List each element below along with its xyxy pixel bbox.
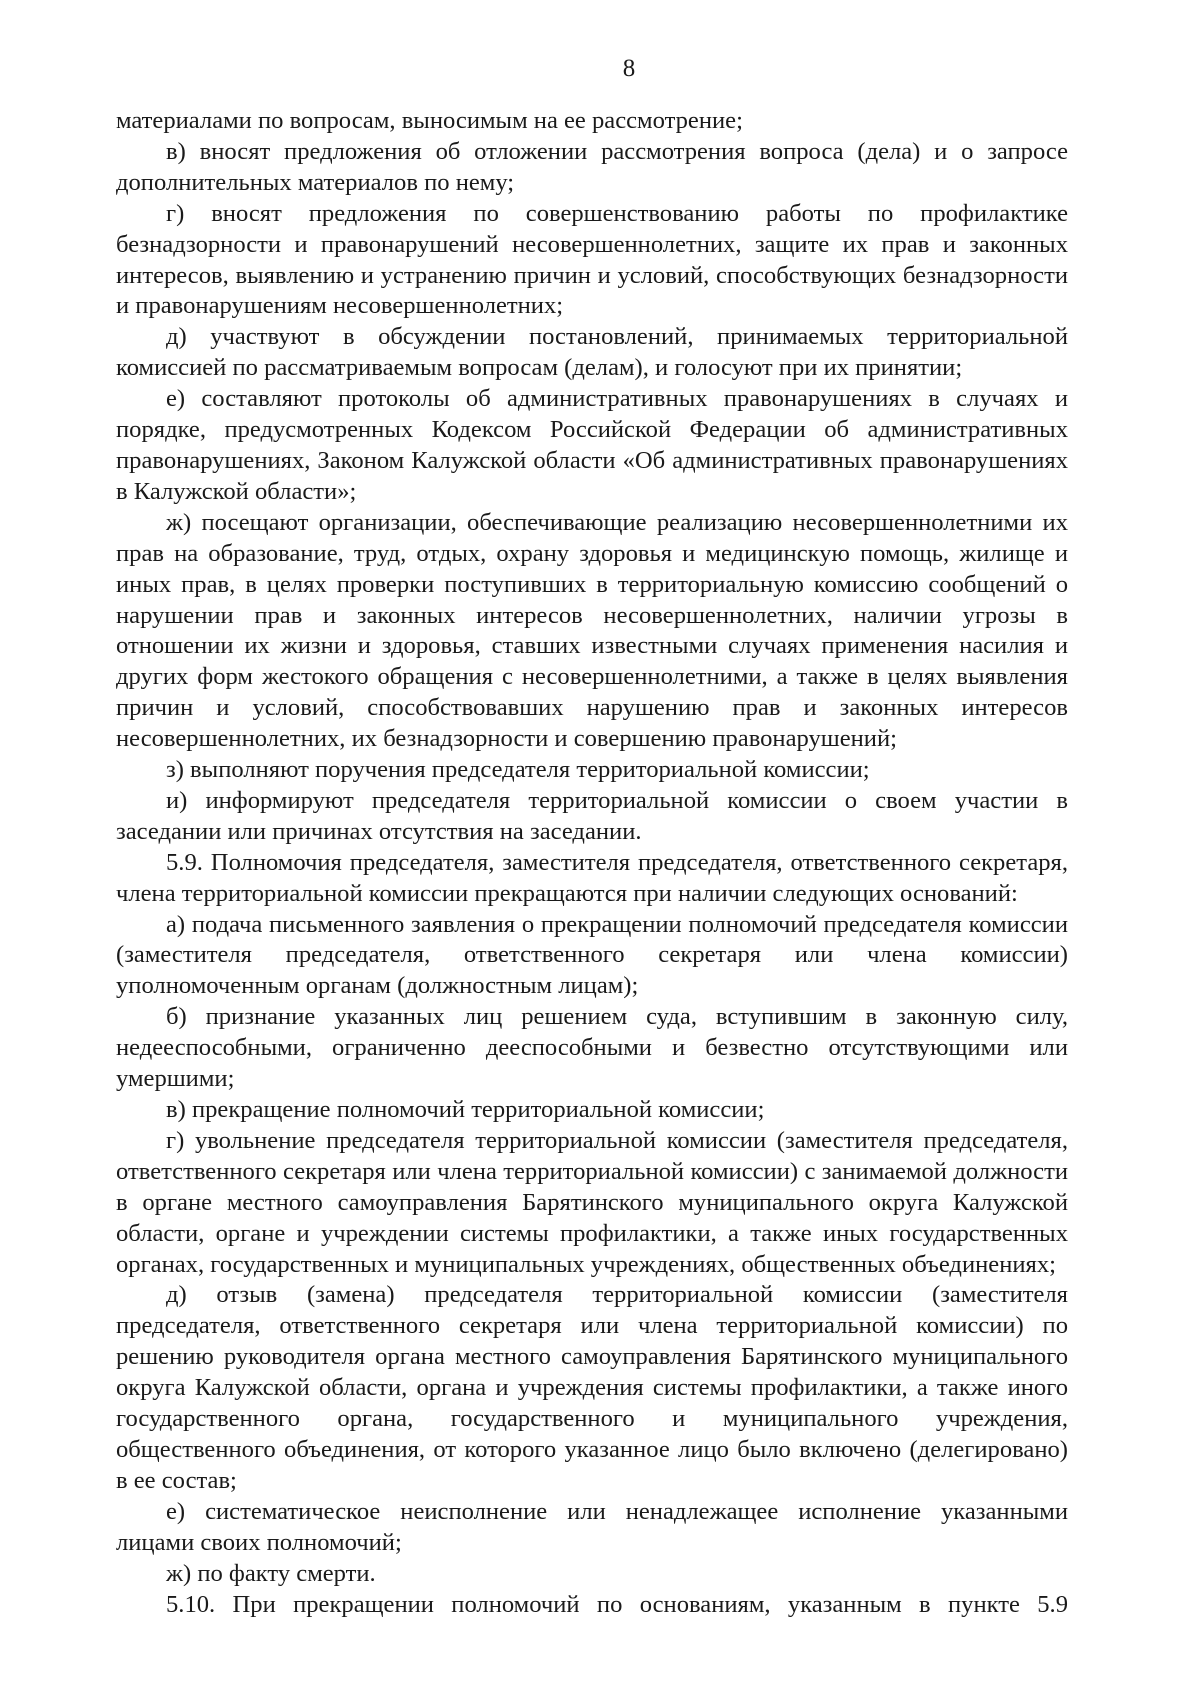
paragraph-clause-5-9: 5.9. Полномочия председателя, заместителя председателя, ответственного секретаря, члена территориальной комиссии прекращаются при наличии следующих оснований: — [116, 848, 1068, 907]
paragraph-item-e2: е) систематическое неисполнение или ненадлежащее исполнение указанными лицами своих полномочий; — [116, 1497, 1068, 1556]
paragraph-item-e: е) составляют протоколы об административных правонарушениях в случаях и порядке, предусмотренных Кодексом Российской Федерации об административных правонарушениях, Законом Калужской области «Об административных правонарушениях в Калужской области»; — [116, 385, 1068, 505]
paragraph-clause-5-10: 5.10. При прекращении полномочий по основаниям, указанным в пункте 5.9 — [166, 1590, 1068, 1618]
paragraph-item-g: г) вносят предложения по совершенствованию работы по профилактике безнадзорности и правонарушений несовершеннолетних, защите их прав и законных интересов, выявлению и устранению причин и условий, способствующих безнадзорности и правонарушениям несовершеннолетних; — [116, 199, 1068, 320]
paragraph-item-d2: д) отзыв (замена) председателя территориальной комиссии (заместителя председателя, ответственного секретаря или члена территориальной комиссии) по решению руководителя органа местного самоуправления Барятинского муниципального округа Калужской области, органа и учреждения системы профилактики, а также иного государственного органа, государственного и муниципального учреждения, общественного объединения, от которого указанное лицо было включено (делегировано) в ее состав; — [116, 1281, 1068, 1494]
paragraph-item-g2: г) увольнение председателя территориальной комиссии (заместителя председателя, ответственного секретаря или члена территориальной комиссии) с занимаемой должности в органе местного самоуправления Барятинского муниципального округа Калужской области, органе и учреждении системы профилактики, а также иных государственных органах, государственных и муниципальных учреждениях, общественных объединениях; — [116, 1126, 1068, 1278]
paragraph-item-z: з) выполняют поручения председателя территориальной комиссии; — [166, 756, 870, 784]
paragraph-item-d: д) участвуют в обсуждении постановлений, принимаемых территориальной комиссией по рассматриваемым вопросам (делам), и голосуют при их принятии; — [116, 323, 1068, 382]
paragraph-item-a: а) подача письменного заявления о прекращении полномочий председателя комиссии (заместителя председателя, ответственного секретаря или члена комиссии) уполномоченным органам (должностным лицам); — [116, 910, 1068, 1000]
paragraph-item-zh2: ж) по факту смерти. — [166, 1559, 376, 1587]
paragraph-item-b: б) признание указанных лиц решением суда, вступившим в законную силу, недееспособными, ограниченно дееспособными и безвестно отсутствующими или умершими; — [116, 1003, 1068, 1093]
document-body — [116, 106, 1068, 1620]
paragraph-item-v2: в) прекращение полномочий территориальной комиссии; — [166, 1096, 765, 1123]
paragraph-item-zh: ж) посещают организации, обеспечивающие реализацию несовершеннолетними их прав на образование, труд, отдых, охрану здоровья и медицинскую помощь, жилище и иных прав, в целях проверки поступивших в территориальную комиссию сообщений о нарушении прав и законных интересов несовершеннолетних, наличии угрозы в отношении их жизни и здоровья, ставших известными случаях применения насилия и других форм жестокого обращения с несовершеннолетними, а также в целях выявления причин и условий, способствовавших нарушению прав и законных интересов несовершеннолетних, их безнадзорности и совершению правонарушений; — [116, 508, 1068, 753]
page-number: 8 — [622, 55, 636, 82]
paragraph-item-i: и) информируют председателя территориальной комиссии о своем участии в заседании или причинах отсутствия на заседании. — [116, 786, 1068, 845]
paragraph-continuation: материалами по вопросам, выносимым на ее рассмотрение; — [116, 107, 743, 134]
paragraph-item-v: в) вносят предложения об отложении рассмотрения вопроса (дела) и о запросе дополнительных материалов по нему; — [116, 137, 1068, 196]
